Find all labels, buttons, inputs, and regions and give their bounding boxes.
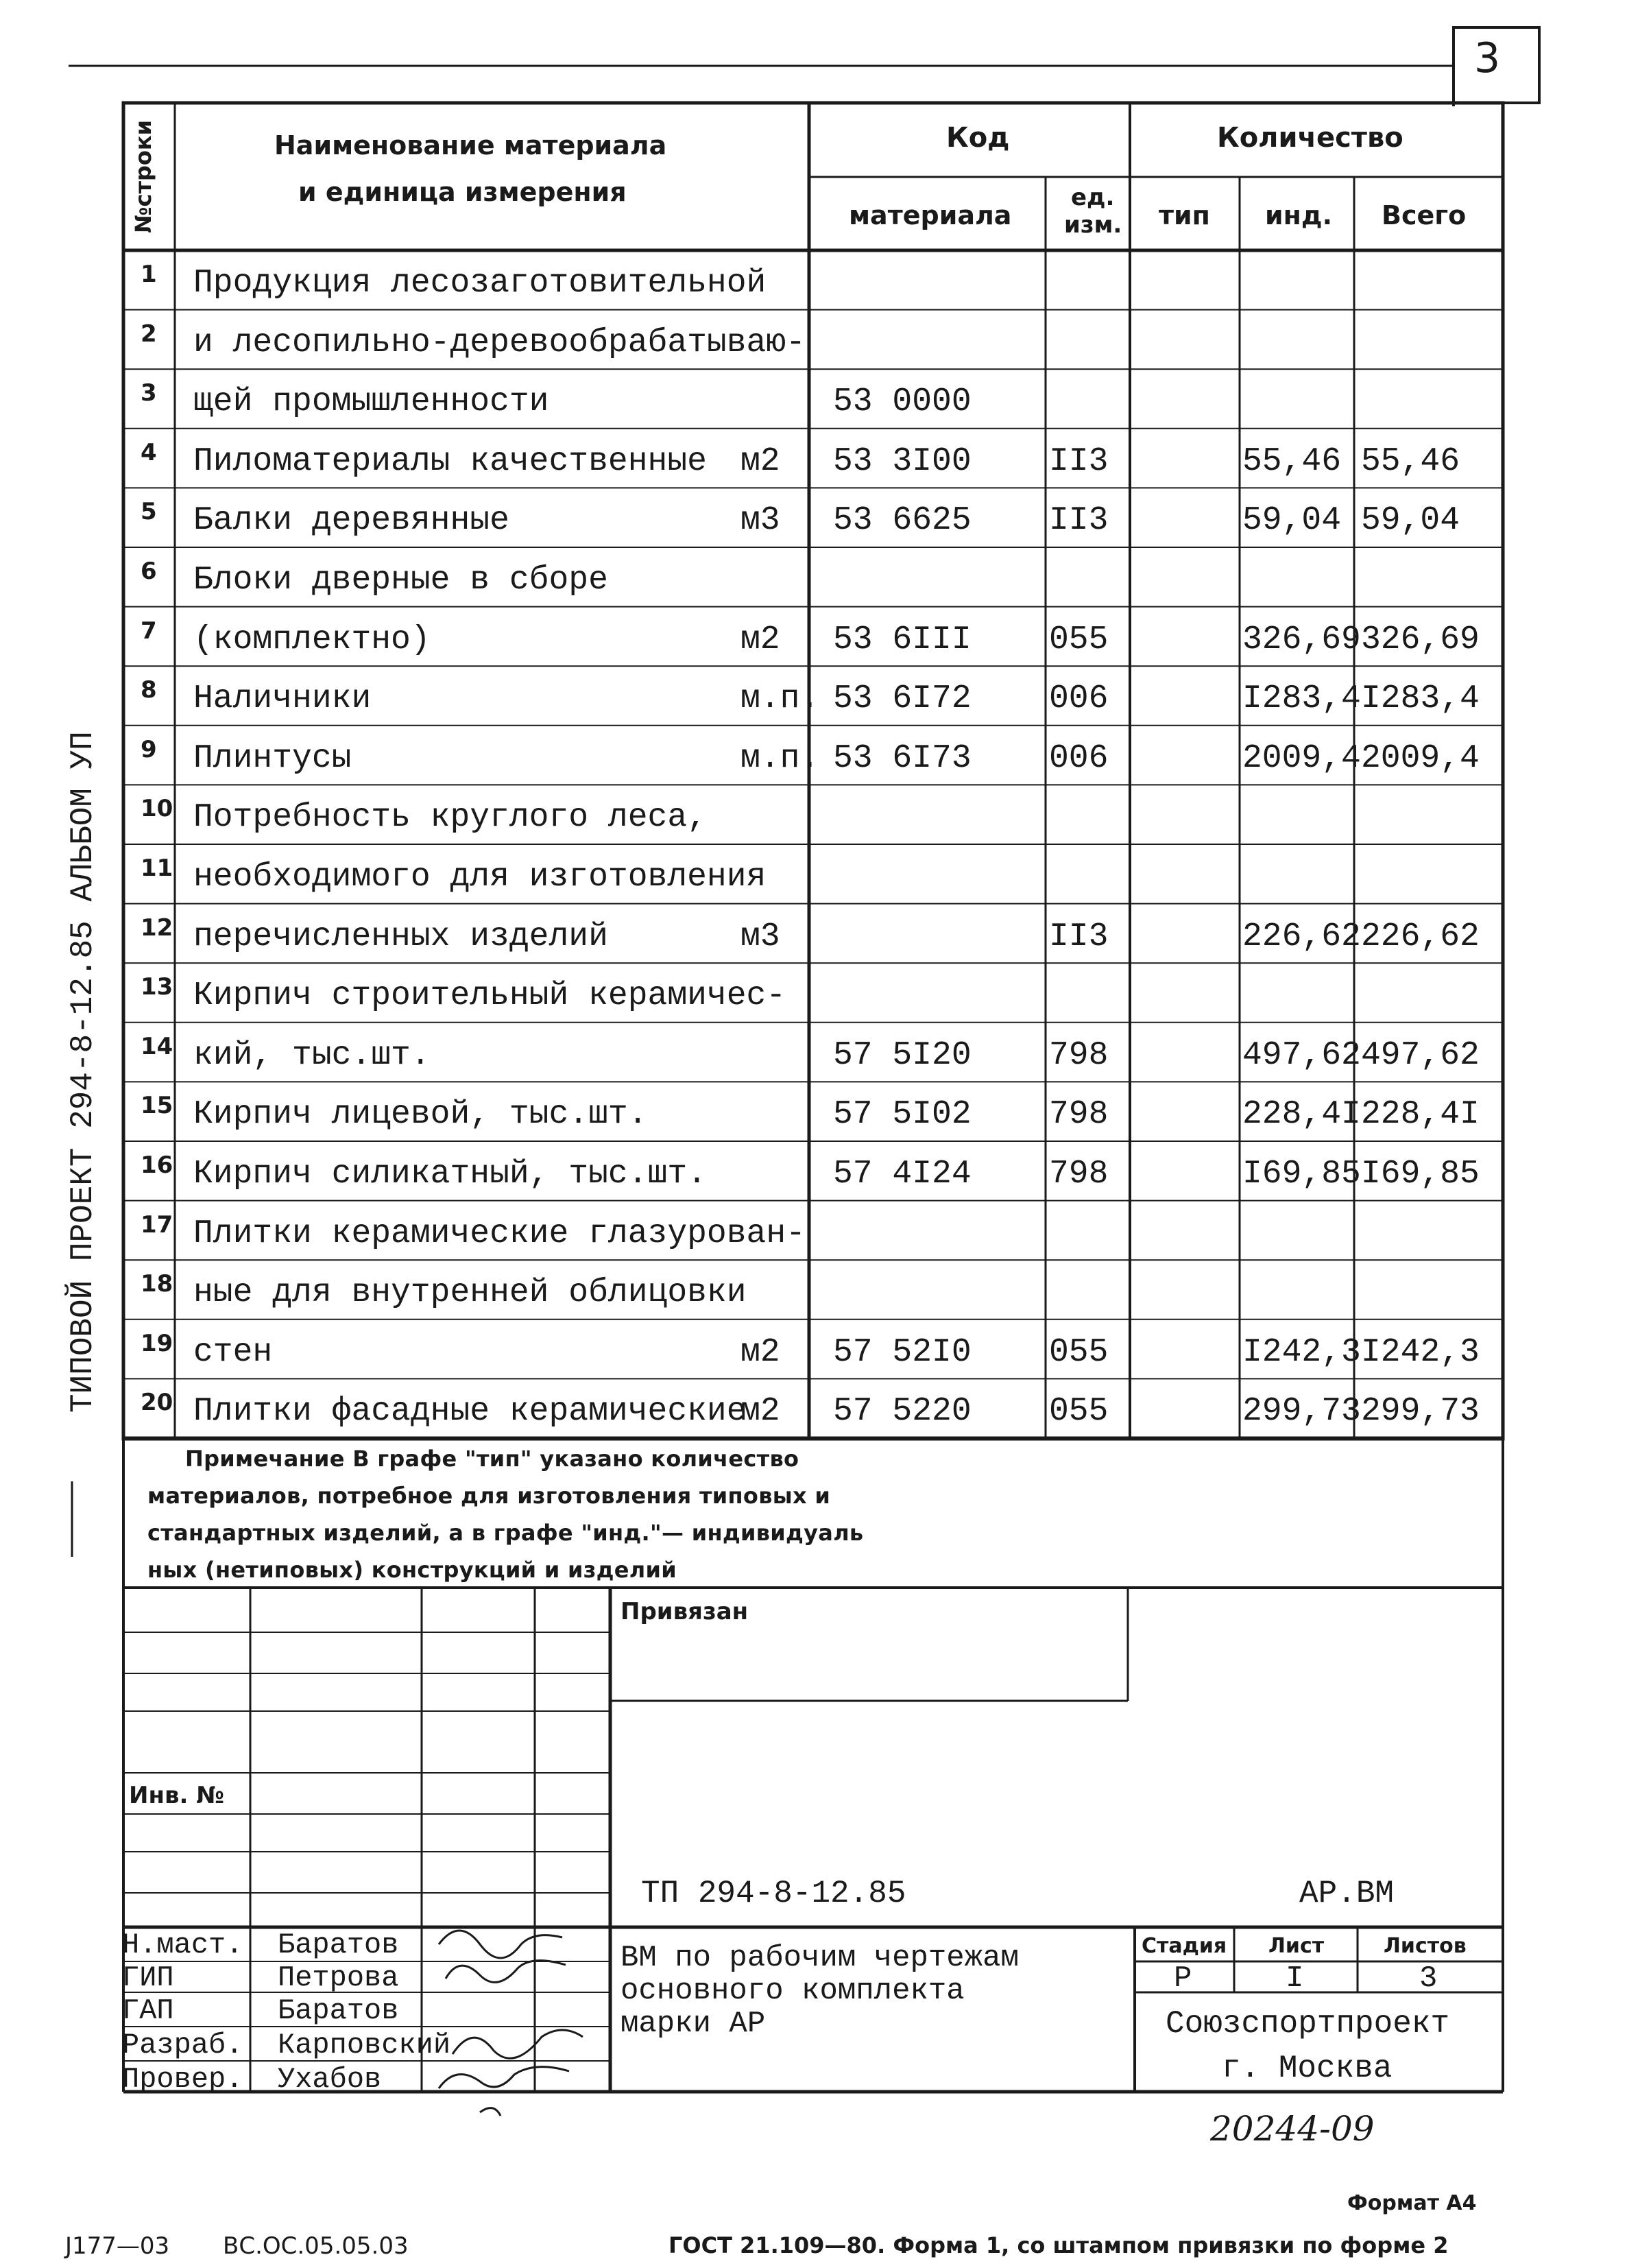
material-code: 53 3I00 [833, 442, 972, 480]
row-number: 17 [141, 1210, 173, 1239]
quantity-ind: 2009,4 [1242, 739, 1361, 777]
unit-code: 006 [1049, 739, 1109, 777]
material-name: перечисленных изделий [193, 918, 608, 955]
row-number: 5 [141, 498, 157, 526]
header-material: материала [849, 200, 1012, 230]
header-name-line1: Наименование материала [274, 130, 667, 160]
quantity-total: 497,62 [1361, 1036, 1480, 1074]
header-row-number: №строки [130, 119, 156, 233]
handwritten-number: 20244-09 [1210, 2109, 1375, 2149]
quantity-total: 59,04 [1361, 502, 1460, 540]
material-unit: м.п. [740, 680, 820, 718]
inv-number-label: Инв. № [129, 1782, 225, 1809]
material-name: Плинтусы [193, 739, 352, 777]
header-total: Всего [1382, 200, 1467, 230]
material-name: Кирпич лицевой, тыс.шт. [193, 1096, 648, 1134]
material-unit: м.п. [740, 739, 820, 777]
row-number: 9 [141, 735, 157, 763]
material-name: Кирпич строительный керамичес- [193, 977, 786, 1015]
sheet-value: I [1286, 1961, 1304, 1996]
quantity-total: I283,4 [1361, 680, 1480, 718]
material-code: 53 0000 [833, 383, 972, 421]
role-label: ГИП [122, 1961, 174, 1994]
row-number: 20 [141, 1389, 173, 1417]
row-number: 19 [141, 1329, 173, 1357]
row-number: 13 [141, 973, 173, 1001]
role-label: Н.маст. [122, 1929, 243, 1961]
header-ind: инд. [1265, 200, 1333, 230]
sheet-number: 3 [1474, 34, 1501, 82]
title-line1: ВМ по рабочим чертежам [620, 1941, 1019, 1975]
header-typ: тип [1159, 200, 1210, 230]
row-number: 15 [141, 1092, 173, 1120]
material-code: 57 5I02 [833, 1096, 972, 1134]
margin-album-text: ТИПОВОЙ ПРОЕКТ 294-8-12.85 АЛЬБОМ УП [65, 731, 101, 1413]
material-code: 57 4I24 [833, 1156, 972, 1193]
sheet-label: Лист [1268, 1934, 1325, 1958]
material-name: Кирпич силикатный, тыс.шт. [193, 1156, 707, 1193]
unit-code: 055 [1049, 621, 1109, 658]
privyazan-label: Привязан [620, 1598, 749, 1625]
material-name: Продукция лесозаготовительной [193, 265, 767, 302]
material-name: стен [193, 1333, 273, 1371]
quantity-total: 55,46 [1361, 442, 1460, 480]
row-number: 1 [141, 261, 157, 288]
role-person: Баратов [278, 1994, 399, 2027]
row-number: 4 [141, 438, 157, 466]
header-name-line2: и единица измерения [298, 177, 627, 207]
unit-code: 055 [1049, 1393, 1109, 1431]
quantity-ind: 228,4I [1242, 1096, 1361, 1134]
role-person: Ухабов [278, 2063, 382, 2096]
material-code: 53 6625 [833, 502, 972, 540]
material-name: необходимого для изготовления [193, 859, 767, 896]
row-number: 12 [141, 914, 173, 942]
quantity-ind: 497,62 [1242, 1036, 1361, 1074]
material-name: Плитки фасадные керамические [193, 1393, 747, 1431]
quantity-total: 326,69 [1361, 621, 1480, 658]
quantity-ind: 326,69 [1242, 621, 1361, 658]
material-name: Пиломатериалы качественные [193, 442, 707, 480]
header-quantity: Количество [1217, 122, 1403, 154]
material-unit: м3 [740, 502, 780, 540]
title-line2: основного комплекта [620, 1974, 965, 2008]
material-code: 53 6III [833, 621, 972, 658]
row-number: 14 [141, 1032, 173, 1060]
row-number: 18 [141, 1270, 173, 1298]
unit-code: 798 [1049, 1036, 1109, 1074]
row-number: 8 [141, 676, 157, 704]
unit-code: 006 [1049, 680, 1109, 718]
material-name: ные для внутренней облицовки [193, 1274, 747, 1312]
format-label: Формат А4 [1347, 2191, 1477, 2215]
note-line4: ных (нетиповых) конструкций и изделий [147, 1557, 677, 1583]
sheets-label: Листов [1384, 1934, 1467, 1958]
quantity-total: I69,85 [1361, 1156, 1480, 1193]
header-unit-line1: ед. [1071, 184, 1115, 211]
quantity-total: 228,4I [1361, 1096, 1480, 1134]
header-unit-line2: изм. [1064, 211, 1122, 239]
material-name: Потребность круглого леса, [193, 799, 707, 837]
unit-code: 055 [1049, 1333, 1109, 1371]
unit-code: II3 [1049, 918, 1109, 955]
row-number: 2 [141, 320, 157, 348]
document-code: ТП 294-8-12.85 [641, 1876, 906, 1911]
material-name: Плитки керамические глазурован- [193, 1215, 806, 1252]
role-person: Петрова [278, 1961, 399, 1994]
note-line2: материалов, потребное для изготовления типовых и [147, 1483, 831, 1509]
quantity-ind: I283,4 [1242, 680, 1361, 718]
unit-code: 798 [1049, 1096, 1109, 1134]
role-label: Разраб. [122, 2029, 243, 2062]
footer-left-code: Ј177—03 [65, 2232, 170, 2260]
material-unit: м2 [740, 1333, 780, 1371]
stage-label: Стадия [1142, 1934, 1227, 1958]
material-name: Блоки дверные в сборе [193, 562, 608, 599]
organization-name: Союзспортпроект [1166, 2006, 1450, 2042]
quantity-ind: I69,85 [1242, 1156, 1361, 1193]
unit-code: 798 [1049, 1156, 1109, 1193]
quantity-total: 299,73 [1361, 1393, 1480, 1431]
role-label: Провер. [122, 2063, 243, 2096]
role-person: Карповский [278, 2029, 451, 2062]
material-name: (комплектно) [193, 621, 431, 658]
row-number: 10 [141, 795, 173, 823]
row-number: 16 [141, 1151, 173, 1179]
material-code: 57 52I0 [833, 1333, 972, 1371]
document-mark: АР.ВМ [1299, 1876, 1395, 1911]
unit-code: II3 [1049, 502, 1109, 540]
quantity-ind: 59,04 [1242, 502, 1342, 540]
material-name: Балки деревянные [193, 502, 509, 540]
material-name: кий, тыс.шт. [193, 1036, 431, 1074]
quantity-total: 226,62 [1361, 918, 1480, 955]
quantity-ind: 226,62 [1242, 918, 1361, 955]
footer-gost: ГОСТ 21.109—80. Форма 1, со штампом привязки по форме 2 [668, 2232, 1449, 2258]
stage-value: Р [1174, 1961, 1192, 1996]
quantity-ind: 55,46 [1242, 442, 1342, 480]
title-line3: марки АР [620, 2007, 766, 2041]
sheets-value: 3 [1419, 1961, 1438, 1996]
quantity-ind: I242,3 [1242, 1333, 1361, 1371]
role-person: Баратов [278, 1929, 399, 1961]
row-number: 7 [141, 617, 157, 645]
material-unit: м2 [740, 621, 780, 658]
note-line1: Примечание В графе "тип" указано количество [185, 1446, 799, 1472]
material-unit: м2 [740, 442, 780, 480]
material-name: щей промышленности [193, 383, 549, 421]
note-line3: стандартных изделий, а в графе "инд."— индивидуаль [147, 1520, 864, 1546]
quantity-total: 2009,4 [1361, 739, 1480, 777]
material-code: 57 5220 [833, 1393, 972, 1431]
header-code: Код [946, 122, 1010, 154]
material-code: 57 5I20 [833, 1036, 972, 1074]
signature-scribbles [439, 1931, 583, 2116]
row-number: 11 [141, 855, 173, 882]
material-name: Наличники [193, 680, 372, 718]
quantity-ind: 299,73 [1242, 1393, 1361, 1431]
row-number: 6 [141, 558, 157, 585]
footer-left-series: ВС.ОС.05.05.03 [223, 2232, 409, 2260]
material-unit: м3 [740, 918, 780, 955]
organization-city: г. Москва [1222, 2051, 1393, 2086]
material-name: и лесопильно-деревообрабатываю- [193, 324, 806, 361]
quantity-total: I242,3 [1361, 1333, 1480, 1371]
material-code: 53 6I72 [833, 680, 972, 718]
unit-code: II3 [1049, 442, 1109, 480]
row-number: 3 [141, 379, 157, 407]
material-unit: м2 [740, 1393, 780, 1431]
role-label: ГАП [122, 1994, 174, 2027]
material-code: 53 6I73 [833, 739, 972, 777]
